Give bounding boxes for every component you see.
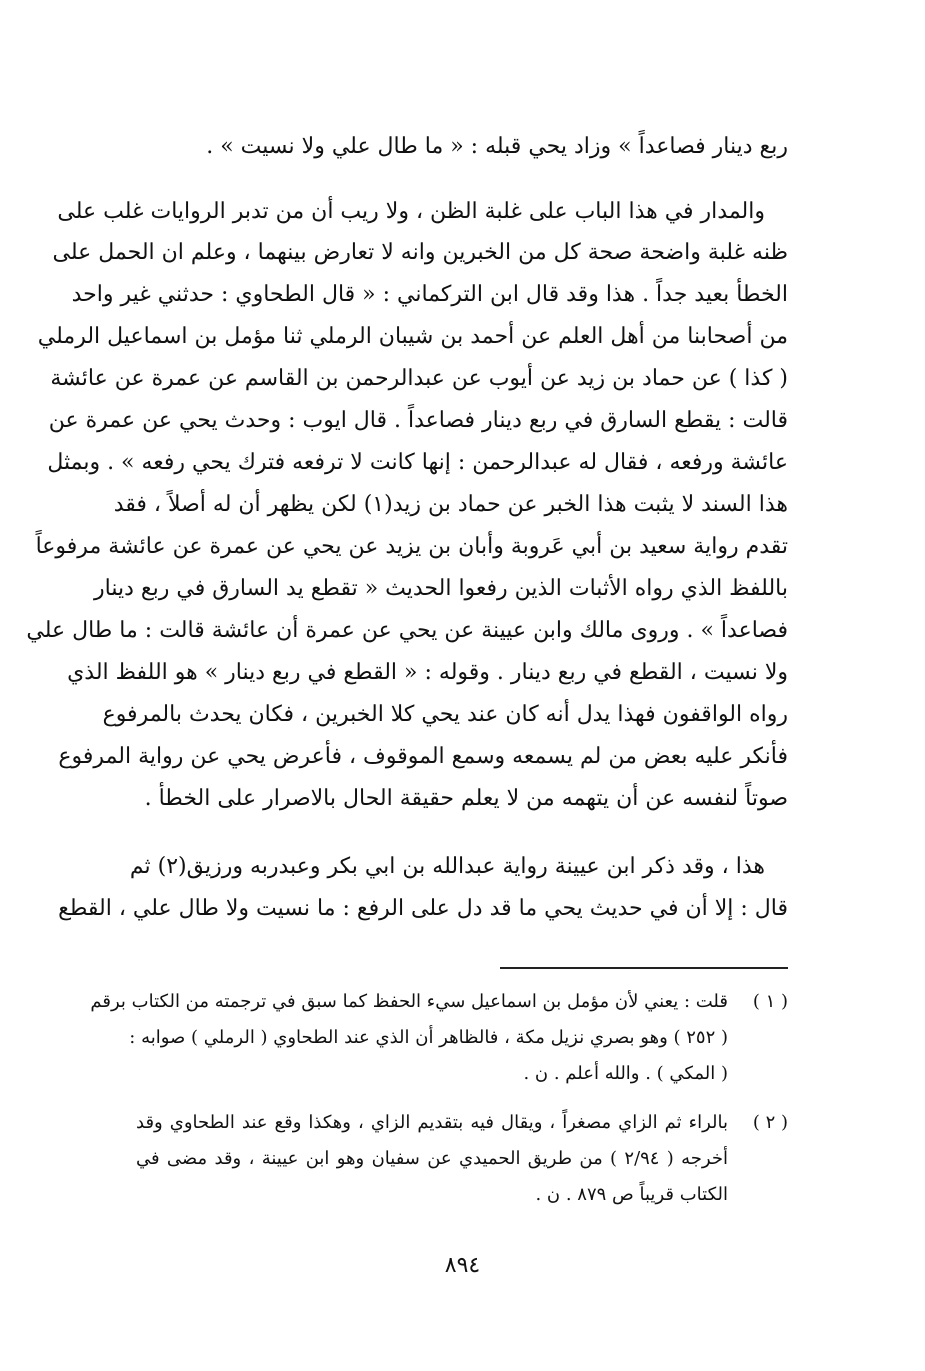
footnote-2-text: بالراء ثم الزاي مصغراً ، ويقال فيه بتقديم الزاي ، وهكذا وقع عند الطحاوي وقد <box>136 1112 728 1133</box>
footnote-1-text: ( المكي ) . والله أعلم . ن . <box>523 1063 728 1084</box>
footnote-2-line <box>136 1180 788 1210</box>
footnote-2-number: ( ٢ ) <box>752 1112 788 1133</box>
body-line: ربع دينار فصاعداً » وزاد يحي قبله : « ما طال علي ولا نسيت » . <box>206 134 788 159</box>
body-line: من أصحابنا من أهل العلم عن أحمد بن شيبان الرملي ثنا مؤمل بن اسماعيل الرملي <box>37 324 788 349</box>
body-line: تقدم رواية سعيد بن أبي عَروبة وأبان بن يزيد عن يحي عن عمرة عن عائشة مرفوعاً <box>35 534 788 559</box>
footnote-2-line <box>136 1144 788 1174</box>
body-line: والمدار في هذا الباب على غلبة الظن ، ولا ريب أن من تدبر الروايات غلب على <box>57 199 765 224</box>
body-line: هذا ، وقد ذكر ابن عيينة رواية عبدالله بن ابي بكر وعبدربه ورزيق(٢) ثم <box>129 854 765 879</box>
body-line: الخطأ بعيد جداً . هذا وقد قال ابن التركماني : « قال الطحاوي : حدثني غير واحد <box>71 282 788 307</box>
page-number: ٨٩٤ <box>444 1253 481 1278</box>
body-line: قال : إلا أن في حديث يحي ما قد دل على الرفع : ما نسيت ولا طال علي ، القطع <box>58 896 788 921</box>
footnote-1-text: قلت : يعني لأن مؤمل بن اسماعيل سيء الحفظ كما سبق في ترجمته من الكتاب برقم <box>90 991 728 1012</box>
footnote-1-number: ( ١ ) <box>752 991 788 1012</box>
body-line: ( كذا ) عن حماد بن زيد عن أيوب عن عبدالرحمن بن القاسم عن عمرة عن عائشة <box>50 366 788 391</box>
footnote-separator <box>500 967 788 969</box>
body-line: صوتاً لنفسه عن أن يتهمه من لا يعلم حقيقة الحال بالاصرار على الخطأ . <box>144 786 788 811</box>
body-line: ظنه غلبة واضحة صحة كل من الخبرين وانه لا تعارض بينهما ، وعلم ان الحمل على <box>52 240 788 265</box>
body-line: رواه الواقفون فهذا يدل أنه كان عند يحي كلا الخبرين ، فكان يحدث بالمرفوع <box>102 702 788 727</box>
footnote-2-line <box>136 1108 788 1138</box>
footnote-1-line <box>129 1023 788 1053</box>
body-line: هذا السند لا يثبت هذا الخبر عن حماد بن زيد(١) لكن يظهر أن له أصلاً ، فقد <box>113 492 788 517</box>
body-line: قالت : يقطع السارق في ربع دينار فصاعداً . قال ايوب : وحدث يحي عن عمرة عن <box>48 408 788 433</box>
footnote-2-text: أخرجه ( ٢/٩٤ ) من طريق الحميدي عن سفيان وهو ابن عيينة ، وقد مضى في <box>136 1148 728 1169</box>
body-line: فأنكر عليه بعض من لم يسمعه وسمع الموقوف ، فأعرض يحي عن رواية المرفوع <box>58 744 788 769</box>
body-line: فصاعداً » . وروى مالك وابن عيينة عن يحي عن عمرة أن عائشة قالت : ما طال علي <box>26 618 788 643</box>
footnote-1-line <box>90 987 788 1017</box>
body-line: باللفظ الذي رواه الأثبات الذين رفعوا الحديث « تقطع يد السارق في ربع دينار <box>94 576 788 601</box>
footnote-1-text: ( ٢٥٢ ) وهو بصري نزيل مكة ، فالظاهر أن الذي عند الطحاوي ( الرملي ) صوابه : <box>129 1027 728 1048</box>
footnote-2-text: الكتاب قريباً ص ٨٧٩ . ن . <box>535 1184 728 1205</box>
body-line: عائشة ورفعه ، فقال له عبدالرحمن : إنها كانت لا ترفعه فترك يحي رفعه » . وبمثل <box>47 450 788 475</box>
footnote-1-line <box>136 1059 788 1089</box>
body-line: ولا نسيت ، القطع في ربع دينار . وقوله : « القطع في ربع دينار » هو اللفظ الذي <box>67 660 788 685</box>
